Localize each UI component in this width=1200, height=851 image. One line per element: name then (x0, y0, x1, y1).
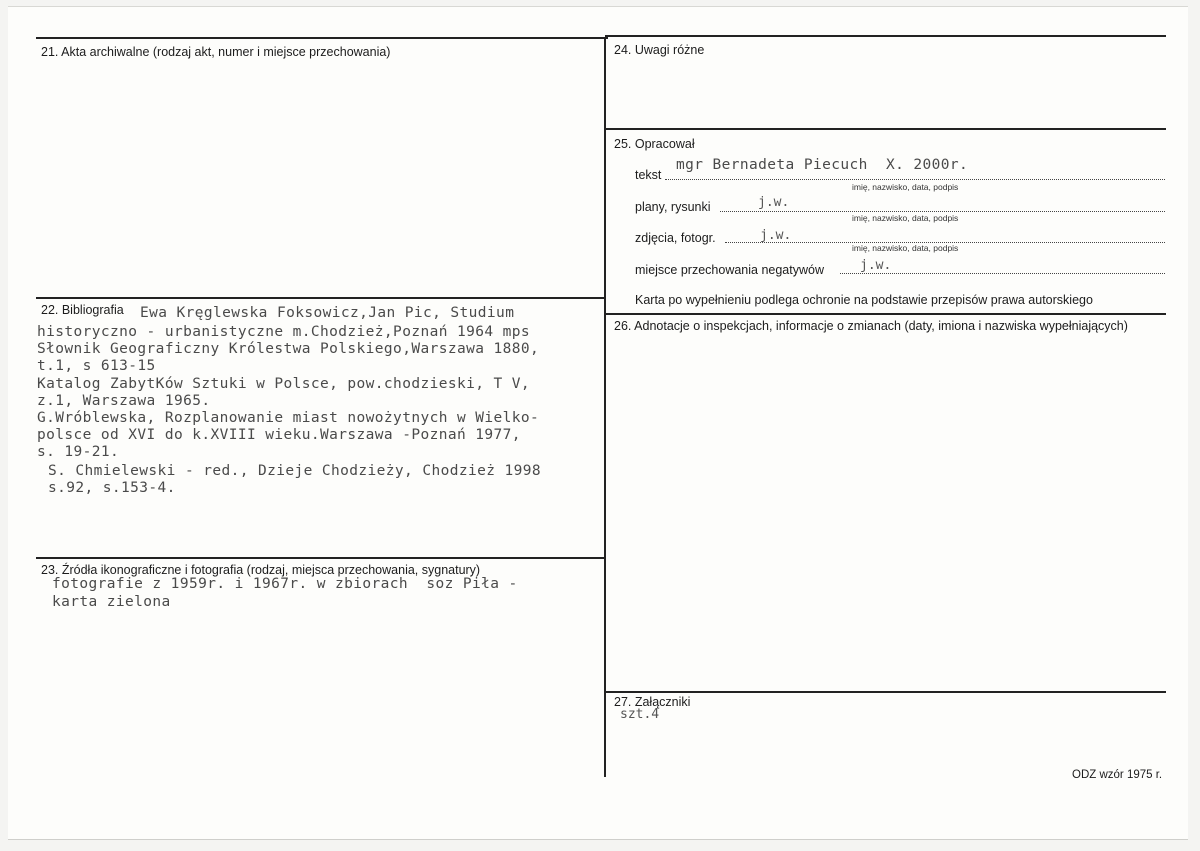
bibliography-line: S. Chmielewski - red., Dzieje Chodzieży, Chodzież 1998 (48, 463, 542, 479)
zdjecia-caption: imię, nazwisko, data, podpis (852, 243, 959, 253)
section-26-label: 26. Adnotacje o inspekcjach, informacje o zmianach (daty, imiona i nazwiska wypełniających) (614, 319, 1128, 333)
section-22-label: 22. Bibliografia (41, 303, 124, 317)
bibliography-line: s.92, s.153-4. (48, 480, 176, 496)
zdjecia-label: zdjęcia, fotogr. (635, 231, 716, 245)
bibliography-line: Katalog ZabytKów Sztuki w Polsce, pow.chodzieski, T V, (37, 376, 531, 392)
bibliography-line: s. 19-21. (37, 444, 120, 460)
form-sheet (8, 6, 1188, 839)
plany-dotted-line (720, 211, 1165, 212)
bibliography-line: Ewa Kręglewska Foksowicz,Jan Pic, Studium (140, 305, 515, 321)
plany-label: plany, rysunki (635, 200, 711, 214)
tekst-dotted-line (665, 179, 1165, 180)
rule-22-23 (36, 557, 606, 559)
tekst-value: mgr Bernadeta Piecuch X. 2000r. (676, 157, 969, 173)
section-24-label: 24. Uwagi różne (614, 43, 705, 57)
section-25-label: 25. Opracował (614, 137, 695, 151)
iconography-line: karta zielona (52, 594, 171, 610)
tekst-caption: imię, nazwisko, data, podpis (852, 182, 959, 192)
top-rule-left (36, 37, 608, 39)
bibliography-line: polsce od XVI do k.XVIII wieku.Warszawa -Poznań 1977, (37, 427, 521, 443)
form-id: ODZ wzór 1975 r. (1072, 769, 1163, 781)
top-rule-right (605, 35, 1166, 37)
attachments-count: szt.4 (620, 707, 660, 722)
negatywy-label: miejsce przechowania negatywów (635, 263, 824, 277)
rule-24-25 (605, 128, 1166, 130)
copyright-note: Karta po wypełnieniu podlega ochronie na podstawie przepisów prawa autorskiego (635, 293, 1093, 307)
section-23-label: 23. Źródła ikonograficzne i fotografia (rodzaj, miejsca przechowania, sygnatury) (41, 563, 481, 577)
rule-26-27 (605, 691, 1166, 693)
bibliography-line: historyczno - urbanistyczne m.Chodzież,Poznań 1964 mps (37, 324, 531, 340)
bibliography-line: Słownik Geograficzny Królestwa Polskiego,Warszawa 1880, (37, 341, 540, 357)
negatywy-dotted-line (840, 273, 1165, 274)
zdjecia-value: j.w. (760, 228, 792, 243)
bibliography-line: t.1, s 613-15 (37, 358, 156, 374)
section-21-label: 21. Akta archiwalne (rodzaj akt, numer i miejsce przechowania) (41, 45, 391, 59)
section-27-label: 27. Załączniki (614, 695, 691, 709)
tekst-label: tekst (635, 168, 662, 182)
iconography-line: fotografie z 1959r. i 1967r. w zbiorach soz Piła - (52, 576, 518, 592)
bibliography-line: z.1, Warszawa 1965. (37, 393, 211, 409)
bibliography-line: G.Wróblewska, Rozplanowanie miast nowożytnych w Wielko- (37, 410, 540, 426)
rule-25-26 (605, 313, 1166, 315)
rule-21-22 (36, 297, 606, 299)
plany-caption: imię, nazwisko, data, podpis (852, 213, 959, 223)
center-divider (604, 37, 606, 777)
negatywy-value: j.w. (860, 258, 892, 273)
plany-value: j.w. (758, 195, 790, 210)
